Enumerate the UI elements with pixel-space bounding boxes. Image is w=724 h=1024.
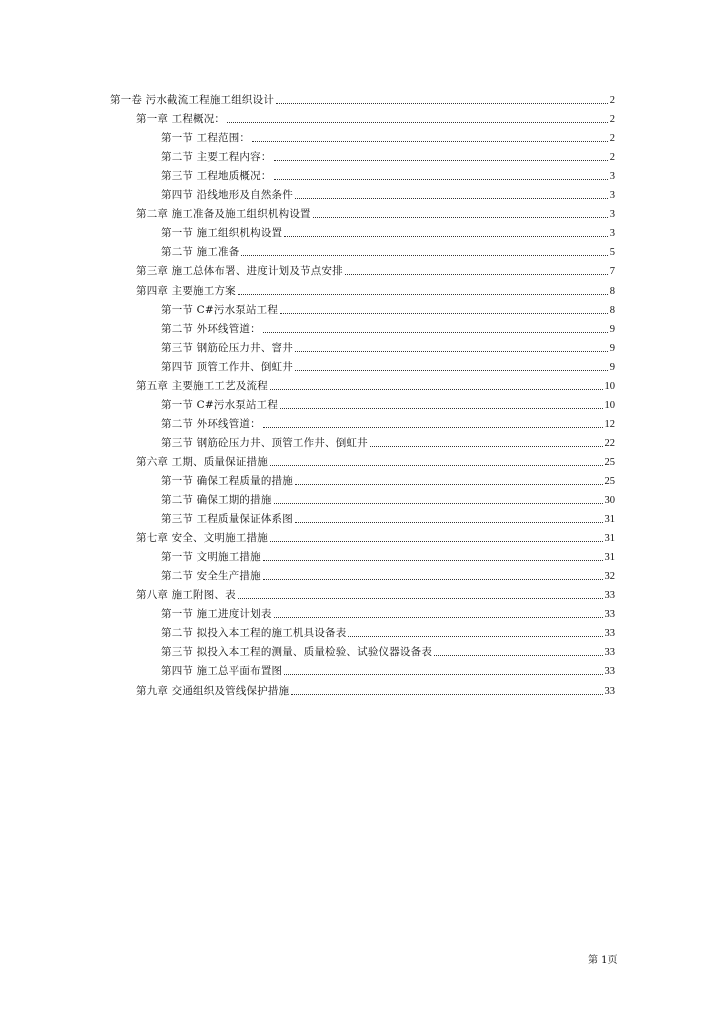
toc-chapter-entry[interactable]	[0, 202, 615, 221]
toc-dot-leader	[280, 312, 608, 314]
toc-entry-page-number: 32	[604, 571, 615, 583]
toc-entry-page-number: 31	[604, 514, 615, 526]
toc-dot-leader	[434, 654, 602, 656]
toc-entry-label: 第二节 主要工程内容：	[161, 151, 272, 164]
toc-dot-leader	[274, 616, 603, 618]
toc-entry-label: 第二节 拟投入本工程的施工机具设备表	[161, 627, 347, 640]
toc-chapter-entry[interactable]	[0, 678, 615, 697]
toc-dot-leader	[370, 445, 603, 447]
toc-section-entry[interactable]	[0, 145, 615, 164]
toc-chapter-entry[interactable]	[0, 526, 615, 545]
toc-entry-label: 第九章 交通组织及管线保护措施	[136, 684, 290, 697]
toc-section-entry[interactable]	[0, 412, 615, 431]
toc-entry-label: 第一节 C#污水泵站工程	[161, 303, 279, 316]
toc-entry-page-number: 2	[609, 95, 615, 107]
toc-entry-label: 第四节 顶管工作井、倒虹井	[161, 360, 293, 373]
toc-section-entry[interactable]	[0, 336, 615, 355]
toc-entry-label: 第二章 施工准备及施工组织机构设置	[136, 208, 311, 221]
toc-section-entry[interactable]	[0, 621, 615, 640]
toc-entry-label: 第三节 钢筋砼压力井、顶管工作井、倒虹井	[161, 436, 368, 449]
toc-section-entry[interactable]	[0, 659, 615, 678]
toc-entry-label: 第一节 文明施工措施	[161, 551, 261, 564]
toc-section-entry[interactable]	[0, 393, 615, 412]
toc-dot-leader	[295, 350, 608, 352]
toc-dot-leader	[270, 388, 603, 390]
toc-entry-page-number: 33	[604, 666, 615, 678]
toc-dot-leader	[263, 559, 603, 561]
toc-dot-leader	[291, 693, 602, 695]
toc-entry-page-number: 10	[604, 380, 615, 392]
toc-dot-leader	[274, 159, 608, 161]
toc-section-entry[interactable]	[0, 355, 615, 374]
toc-entry-page-number: 2	[609, 114, 615, 126]
toc-entry-page-number: 33	[604, 609, 615, 621]
toc-entry-page-number: 3	[609, 190, 615, 202]
toc-entry-label: 第三节 钢筋砼压力井、窨井	[161, 341, 293, 354]
toc-section-entry[interactable]	[0, 545, 615, 564]
toc-entry-label: 第二节 外环线管道：	[161, 322, 261, 335]
toc-section-entry[interactable]	[0, 221, 615, 240]
toc-entry-page-number: 8	[609, 304, 615, 316]
toc-entry-label: 第八章 施工附图、表	[136, 589, 236, 602]
toc-entry-page-number: 3	[609, 171, 615, 183]
toc-dot-leader	[241, 254, 607, 256]
toc-dot-leader	[313, 216, 608, 218]
toc-entry-label: 第六章 工期、质量保证措施	[136, 455, 268, 468]
toc-dot-leader	[284, 673, 602, 675]
toc-dot-leader	[252, 140, 608, 142]
toc-entry-page-number: 33	[604, 647, 615, 659]
table-of-contents	[0, 88, 724, 698]
toc-dot-leader	[295, 521, 603, 523]
toc-entry-label: 第一节 确保工程质量的措施	[161, 474, 293, 487]
toc-dot-leader	[280, 407, 602, 409]
toc-entry-label: 第四章 主要施工方案	[136, 284, 236, 297]
toc-entry-label: 第二节 确保工期的措施	[161, 494, 272, 507]
toc-dot-leader	[263, 331, 608, 333]
toc-entry-label: 第一章 工程概况：	[136, 113, 226, 126]
toc-entry-page-number: 2	[609, 152, 615, 164]
toc-entry-label: 第三节 拟投入本工程的测量、质量检验、试验仪器设备表	[161, 646, 433, 659]
toc-dot-leader	[295, 197, 608, 199]
toc-dot-leader	[295, 483, 603, 485]
toc-dot-leader	[284, 235, 608, 237]
toc-section-entry[interactable]	[0, 507, 615, 526]
toc-entry-page-number: 3	[609, 209, 615, 221]
toc-entry-page-number: 25	[604, 456, 615, 468]
toc-entry-page-number: 25	[604, 475, 615, 487]
toc-dot-leader	[345, 273, 608, 275]
toc-dot-leader	[274, 178, 608, 180]
toc-entry-page-number: 33	[604, 628, 615, 640]
toc-entry-page-number: 3	[609, 228, 615, 240]
toc-chapter-entry[interactable]	[0, 583, 615, 602]
toc-entry-page-number: 31	[604, 533, 615, 545]
page-number-footer: 第 1页	[588, 955, 618, 966]
toc-dot-leader	[263, 578, 603, 580]
toc-section-entry[interactable]	[0, 126, 615, 145]
toc-chapter-entry[interactable]	[0, 450, 615, 469]
toc-entry-label: 第二节 施工准备	[161, 246, 240, 259]
toc-dot-leader	[274, 502, 603, 504]
toc-chapter-entry[interactable]	[0, 374, 615, 393]
toc-entry-label: 第一节 工程范围：	[161, 132, 251, 145]
toc-chapter-entry[interactable]	[0, 107, 615, 126]
toc-entry-label: 第一节 施工进度计划表	[161, 608, 272, 621]
toc-section-entry[interactable]	[0, 488, 615, 507]
toc-section-entry[interactable]	[0, 317, 615, 336]
toc-dot-leader	[227, 121, 608, 123]
toc-entry-label: 第一节 C#污水泵站工程	[161, 398, 279, 411]
toc-entry-label: 第七章 安全、文明施工措施	[136, 532, 268, 545]
toc-entry-label: 第三节 工程质量保证体系图	[161, 513, 293, 526]
toc-entry-page-number: 22	[604, 437, 615, 449]
toc-entry-label: 第四节 施工总平面布置图	[161, 665, 283, 678]
toc-entry-page-number: 9	[609, 323, 615, 335]
toc-chapter-entry[interactable]	[0, 259, 615, 278]
toc-entry-label: 第一卷 污水截流工程施工组织设计	[110, 94, 275, 107]
toc-entry-page-number: 9	[609, 361, 615, 373]
toc-volume-entry[interactable]	[0, 88, 615, 107]
toc-entry-page-number: 9	[609, 342, 615, 354]
toc-chapter-entry[interactable]	[0, 278, 615, 297]
toc-section-entry[interactable]	[0, 469, 615, 488]
toc-section-entry[interactable]	[0, 564, 615, 583]
toc-section-entry[interactable]	[0, 240, 615, 259]
toc-dot-leader	[238, 293, 608, 295]
toc-entry-page-number: 30	[604, 495, 615, 507]
toc-entry-label: 第五章 主要施工工艺及流程	[136, 379, 268, 392]
toc-entry-page-number: 5	[609, 247, 615, 259]
toc-entry-label: 第四节 沿线地形及自然条件	[161, 189, 293, 202]
toc-section-entry[interactable]	[0, 602, 615, 621]
toc-entry-label: 第二节 安全生产措施	[161, 570, 261, 583]
toc-section-entry[interactable]	[0, 640, 615, 659]
toc-dot-leader	[270, 464, 603, 466]
toc-dot-leader	[263, 426, 603, 428]
toc-entry-page-number: 2	[609, 133, 615, 145]
toc-dot-leader	[295, 369, 608, 371]
toc-entry-page-number: 12	[604, 418, 615, 430]
toc-entry-label: 第一节 施工组织机构设置	[161, 227, 283, 240]
toc-entry-label: 第三章 施工总体布署、进度计划及节点安排	[136, 265, 343, 278]
toc-entry-page-number: 8	[609, 285, 615, 297]
toc-entry-page-number: 33	[604, 685, 615, 697]
toc-dot-leader	[238, 597, 603, 599]
toc-section-entry[interactable]	[0, 298, 615, 317]
toc-entry-page-number: 33	[604, 590, 615, 602]
toc-dot-leader	[276, 102, 608, 104]
toc-entry-label: 第二节 外环线管道：	[161, 417, 261, 430]
toc-section-entry[interactable]	[0, 183, 615, 202]
toc-entry-page-number: 31	[604, 552, 615, 564]
toc-section-entry[interactable]	[0, 164, 615, 183]
toc-entry-page-number: 7	[609, 266, 615, 278]
toc-section-entry[interactable]	[0, 431, 615, 450]
toc-dot-leader	[348, 635, 602, 637]
toc-entry-page-number: 10	[604, 399, 615, 411]
toc-entry-label: 第三节 工程地质概况：	[161, 170, 272, 183]
toc-dot-leader	[270, 540, 603, 542]
